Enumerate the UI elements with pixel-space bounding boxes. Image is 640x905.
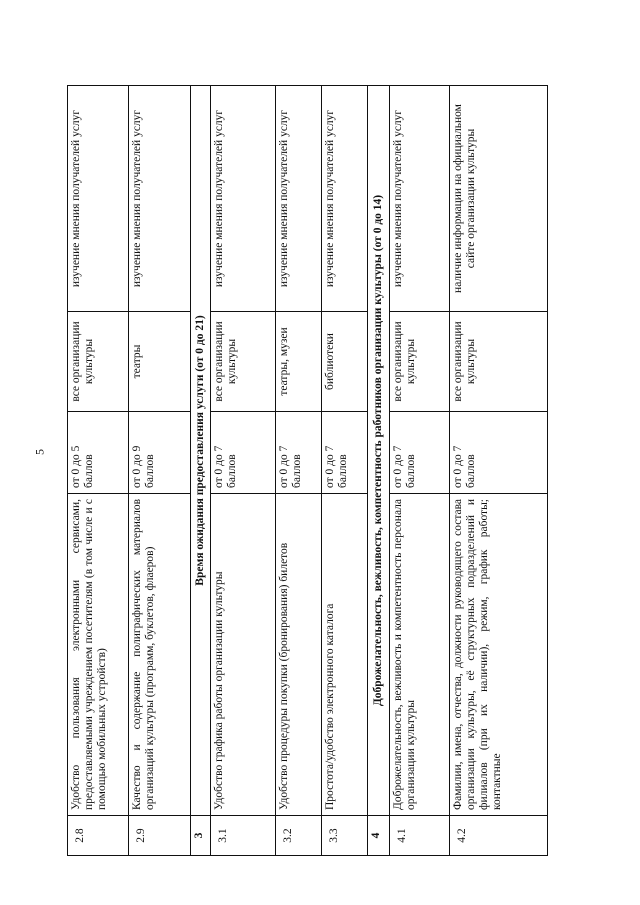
score-cell: от 0 до 9 баллов <box>129 412 191 494</box>
organizations-cell: театры <box>129 312 191 412</box>
table-row <box>390 86 450 856</box>
row-number: 2.9 <box>129 816 191 856</box>
section-row <box>191 86 211 856</box>
method-cell: изучение мнения получателей услуг <box>390 86 450 312</box>
score-cell: от 0 до 7 баллов <box>322 412 368 494</box>
row-number: 3.1 <box>211 816 276 856</box>
criterion-cell: Фамилии, имена, отчества, должности руководящего состава организации культуры, её структурных подразделений и филиалов (при их наличии), режим, график работы; контактные <box>450 494 548 816</box>
criterion-cell: Простота/удобство электронного каталога <box>322 494 368 816</box>
table-row <box>276 86 322 856</box>
row-number: 2.8 <box>68 816 129 856</box>
section-title: Доброжелательность, вежливость, компетентность работников организации культуры (от 0 до 14) <box>368 86 390 816</box>
organizations-cell: все организации культуры <box>68 312 129 412</box>
score-cell: от 0 до 7 баллов <box>276 412 322 494</box>
score-cell: от 0 до 7 баллов <box>450 412 548 494</box>
score-cell: от 0 до 5 баллов <box>68 412 129 494</box>
criterion-cell: Доброжелательность, вежливость и компетентность персонала организации культуры <box>390 494 450 816</box>
method-cell: изучение мнения получателей услуг <box>276 86 322 312</box>
rotated-table-wrapper <box>67 86 547 856</box>
row-number: 3.2 <box>276 816 322 856</box>
criterion-cell: Удобство пользования электронными сервисами, предоставляемыми учреждением посетителям (в том числе и с помощью мобильных устройств) <box>68 494 129 816</box>
table-row <box>322 86 368 856</box>
organizations-cell: все организации культуры <box>450 312 548 412</box>
table-row <box>211 86 276 856</box>
score-cell: от 0 до 7 баллов <box>211 412 276 494</box>
table-row <box>68 86 129 856</box>
method-cell: наличие информации на официальном сайте организации культуры <box>450 86 548 312</box>
section-row <box>368 86 390 856</box>
method-cell: изучение мнения получателей услуг <box>322 86 368 312</box>
criterion-cell: Качество и содержание полиграфических материалов организаций культуры (программ, буклетов, флаеров) <box>129 494 191 816</box>
criterion-cell: Удобство графика работы организации культуры <box>211 494 276 816</box>
criterion-cell: Удобство процедуры покупки (бронирования) билетов <box>276 494 322 816</box>
section-number: 3 <box>191 816 211 856</box>
organizations-cell: все организации культуры <box>211 312 276 412</box>
table-row <box>129 86 191 856</box>
page-number: 5 <box>32 449 47 455</box>
score-cell: от 0 до 7 баллов <box>390 412 450 494</box>
row-number: 4.1 <box>390 816 450 856</box>
organizations-cell: библиотеки <box>322 312 368 412</box>
criteria-table <box>67 85 548 856</box>
table-row <box>450 86 548 856</box>
method-cell: изучение мнения получателей услуг <box>129 86 191 312</box>
method-cell: изучение мнения получателей услуг <box>211 86 276 312</box>
organizations-cell: театры, музеи <box>276 312 322 412</box>
row-number: 4.2 <box>450 816 548 856</box>
row-number: 3.3 <box>322 816 368 856</box>
method-cell: изучение мнения получателей услуг <box>68 86 129 312</box>
organizations-cell: все организации культуры <box>390 312 450 412</box>
section-number: 4 <box>368 816 390 856</box>
section-title: Время ожидания предоставления услуги (от 0 до 21) <box>191 86 211 816</box>
